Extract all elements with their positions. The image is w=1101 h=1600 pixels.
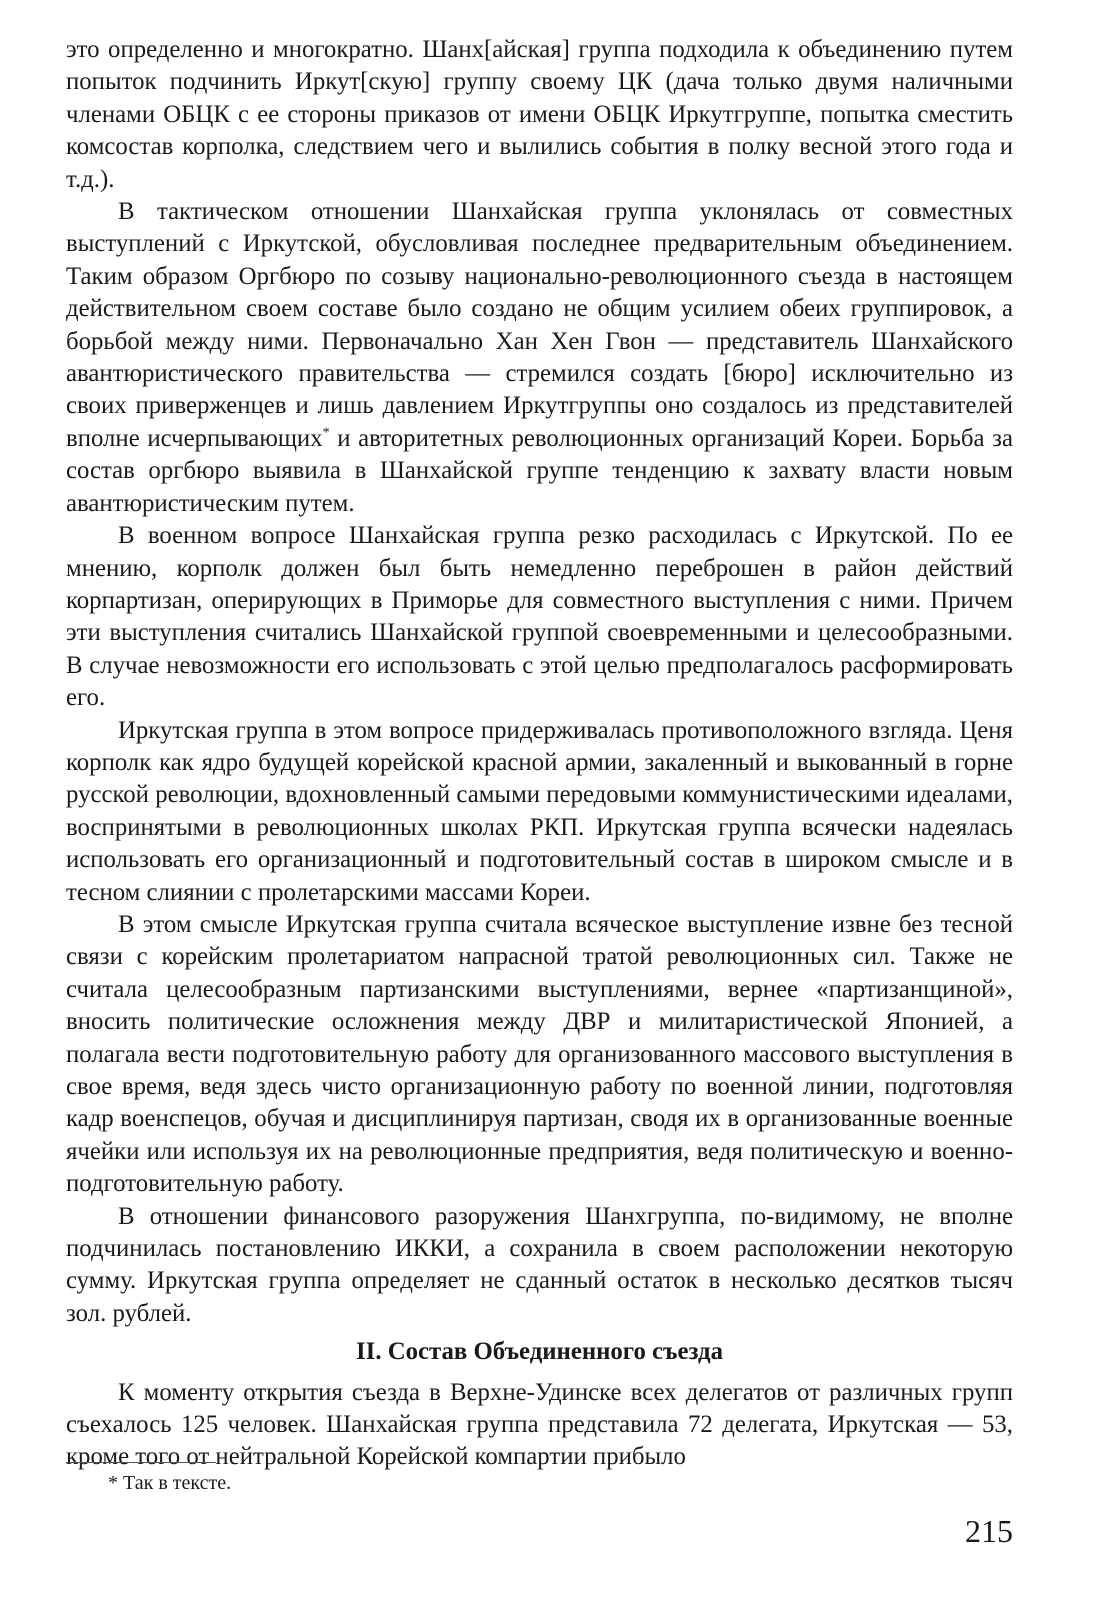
paragraph-2-text: В тактическом отношении Шанхайская группа уклонялась от совместных выступлений с Иркутской, обусловливая последнее предварительным объединением. Таким образом Оргбюро по созыву национально-революционного съезда в настоящем действительном своем составе было создано не общим усилием обеих группировок, а борьбой между ними. Первоначально Хан Хен Гвон — представитель Шанхайского авантюристического правительства — стремился создать [бюро] исключительно из своих приверженцев и лишь давлением Иркутгруппы оно создалось из представителей вполне исчерпывающих (66, 198, 1013, 452)
footnote-marker: * (322, 425, 330, 441)
paragraph-2-continuation: и авторитетных революционных организаций Кореи. Борьба за состав оргбюро выявила в Шанхайской группе тенденцию к захвату власти новым авантюристическим путем. (66, 424, 1013, 517)
paragraph-1: это определенно и многократно. Шанх[айская] группа подходила к объединению путем попыток подчинить Иркут[скую] группу своему ЦК (дача только двумя наличными членами ОБЦК с ее стороны приказов от имени ОБЦК Иркутгруппе, попытка сместить комсостав корполка, следствием чего и вылились события в полку весной этого года и т.д.). (66, 36, 1013, 193)
paragraph-7: К моменту открытия съезда в Верхне-Удинске всех делегатов от различных групп съехалось 125 человек. Шанхайская группа представила 72 делегата, Иркутская — 53, кроме того от нейтральной Корейской компартии прибыло (66, 1378, 1013, 1471)
paragraph-5: В этом смысле Иркутская группа считала всяческое выступление извне без тесной связи с корейским пролетариатом напрасной тратой революционных сил. Также не считала целесообразным партизанскими выступлениями, вернее «партизанщиной», вносить политические осложнения между ДВР и милитаристической Японией, а полагала вести подготовительную работу для организованного массового выступления в свое время, ведя здесь чисто организационную работу по военной линии, подготовляя кадр военспецов, обучая и дисциплинируя партизан, сводя их в организованные военные ячейки или используя их на революционные предприятия, ведя политическую и военно-подготовительную работу. (66, 910, 1013, 1198)
paragraph-3: В военном вопросе Шанхайская группа резко расходилась с Иркутской. По ее мнению, корполк должен был быть немедленно переброшен в район действий корпартизан, оперирующих в Приморье для совместного выступления с ними. Причем эти выступления считались Шанхайской группой своевременными и целесообразными. В случае невозможности его использовать с этой целью предполагалось расформировать его. (66, 522, 1013, 712)
paragraph-6: В отношении финансового разоружения Шанхгруппа, по-видимому, не вполне подчинилась постановлению ИККИ, а сохранила в своем расположении некоторую сумму. Иркутская группа определяет не сданный остаток в несколько десятков тысяч зол. рублей. (66, 1202, 1013, 1327)
footnote-divider (66, 1462, 216, 1463)
page-number: 215 (965, 1513, 1013, 1549)
paragraph-4: Иркутская группа в этом вопросе придерживалась противоположного взгляда. Ценя корполк как ядро будущей корейской красной армии, закаленный и выкованный в горне русской революции, вдохновленный самыми передовыми коммунистическими идеалами, воспринятыми в революционных школах РКП. Иркутская группа всячески надеялась использовать его организационный и подготовительный состав в широком смысле и в тесном слиянии с пролетарскими массами Кореи. (66, 716, 1013, 906)
footnote: * Так в тексте. (108, 1472, 232, 1494)
page-body (66, 34, 1013, 1474)
paragraph-2 (66, 196, 1013, 520)
section-heading: II. Состав Объединенного съезда (356, 1338, 723, 1366)
